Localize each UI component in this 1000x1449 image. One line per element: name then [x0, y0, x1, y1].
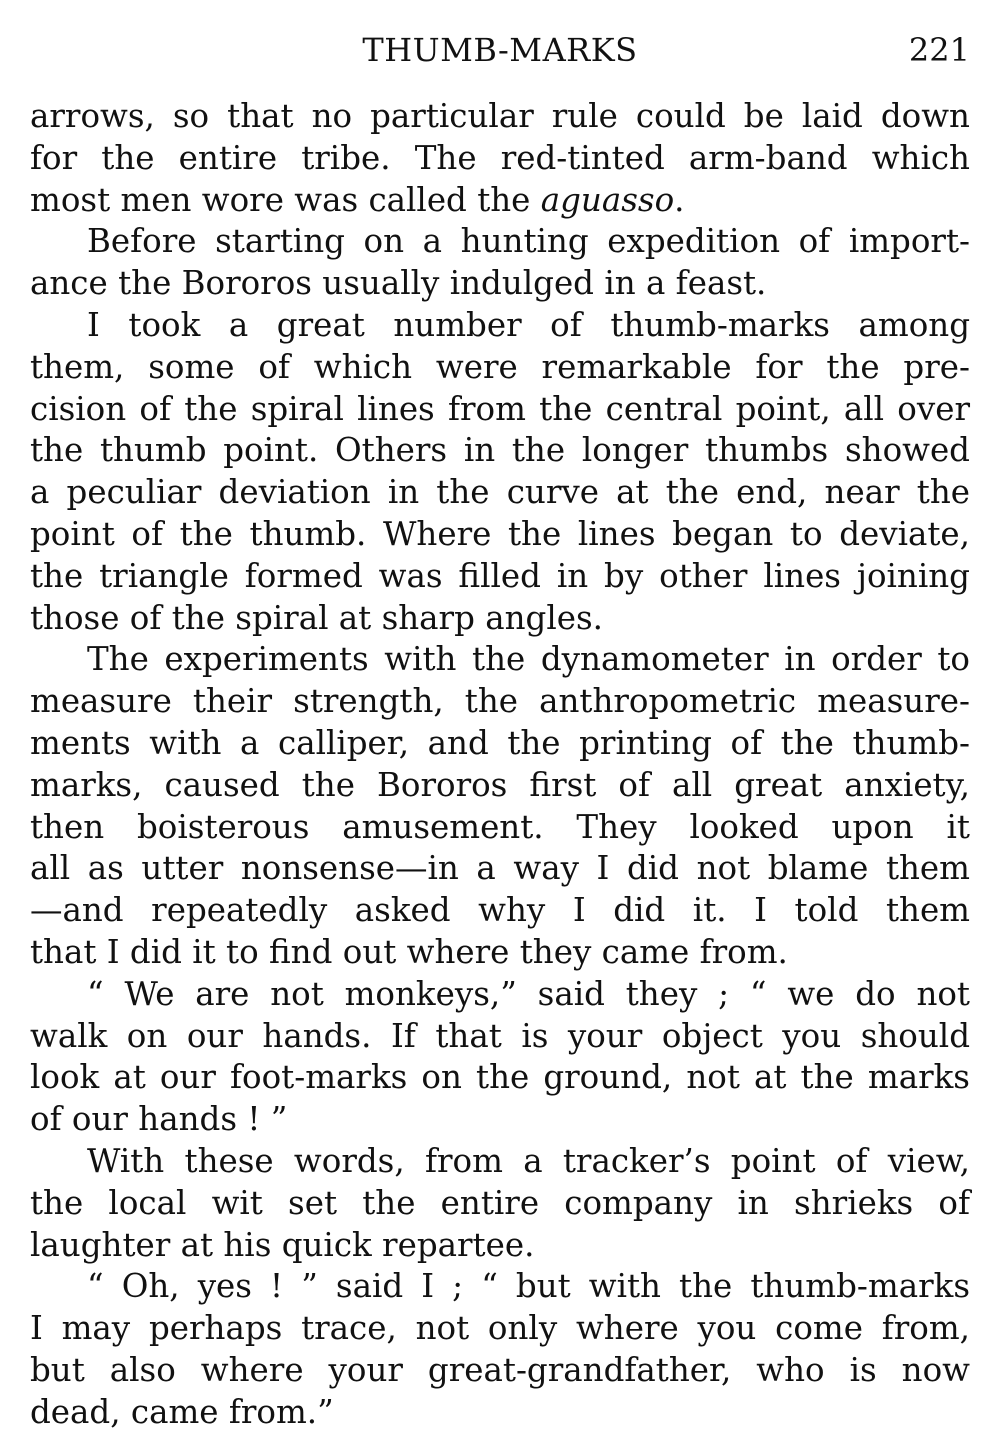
text-line: With these words, from a tracker’s point of view, [87, 1141, 970, 1180]
paragraph [30, 639, 970, 973]
text-line: marks, caused the Bororos first of all great anxiety, [30, 765, 970, 804]
text-line: cision of the spiral lines from the central point, all over [30, 389, 970, 428]
text-line: the thumb point. Others in the longer thumbs showed [30, 431, 970, 470]
text-line: arrows, so that no particular rule could be laid down [30, 97, 970, 135]
paragraph [30, 305, 970, 639]
text-line: walk on our hands. If that is your object you should [30, 1016, 970, 1055]
text-line: all as utter nonsense—in a way I did not blame them [30, 849, 970, 888]
text-line: the local wit set the entire company in shrieks of [30, 1183, 970, 1222]
book-page [30, 30, 970, 1434]
text-line: measure their strength, the anthropometric measure- [30, 682, 970, 721]
text-line: that I did it to find out where they came from. [30, 932, 788, 971]
text-line: “ We are not monkeys,” said they ; “ we do not [87, 974, 970, 1013]
paragraph [30, 1266, 970, 1433]
text-line: —and repeatedly asked why I did it. I told them [30, 891, 970, 930]
text-line: point of the thumb. Where the lines began to deviate, [30, 514, 970, 553]
text-line: of our hands ! ” [30, 1100, 288, 1139]
text-line: most men wore was called the aguasso. [30, 180, 685, 219]
text-line: Before starting on a hunting expedition of import- [87, 222, 970, 261]
text-line: “ Oh, yes ! ” said I ; “ but with the thumb-marks [87, 1267, 970, 1306]
running-title: THUMB-MARKS [362, 31, 638, 69]
text-line: laughter at his quick repartee. [30, 1225, 535, 1264]
text-line: ments with a calliper, and the printing of the thumb- [30, 723, 970, 762]
page-header [30, 30, 970, 86]
paragraph [30, 1141, 970, 1266]
text-line: a peculiar deviation in the curve at the end, near the [30, 473, 970, 512]
text-line: I may perhaps trace, not only where you come from, [30, 1309, 970, 1348]
paragraph [30, 221, 970, 305]
text-line: them, some of which were remarkable for the pre- [30, 347, 970, 386]
text-line: then boisterous amusement. They looked upon it [30, 807, 970, 846]
italic-term: aguasso [540, 180, 675, 219]
text-line: for the entire tribe. The red-tinted arm-band which [30, 138, 970, 177]
text-line: the triangle formed was filled in by other lines joining [30, 556, 970, 595]
text-line: ance the Bororos usually indulged in a feast. [30, 264, 767, 303]
text-line: The experiments with the dynamometer in order to [87, 640, 970, 679]
text-line: dead, came from.” [30, 1392, 334, 1431]
text-line: those of the spiral at sharp angles. [30, 598, 603, 637]
text-line: I took a great number of thumb-marks among [87, 305, 970, 344]
text-line: look at our foot-marks on the ground, not at the marks [30, 1058, 970, 1097]
text-line: but also where your great-grandfather, who is now [30, 1350, 970, 1389]
paragraph [30, 974, 970, 1141]
page-number: 221 [908, 31, 970, 69]
paragraph [30, 96, 970, 221]
body-text [30, 96, 970, 1434]
